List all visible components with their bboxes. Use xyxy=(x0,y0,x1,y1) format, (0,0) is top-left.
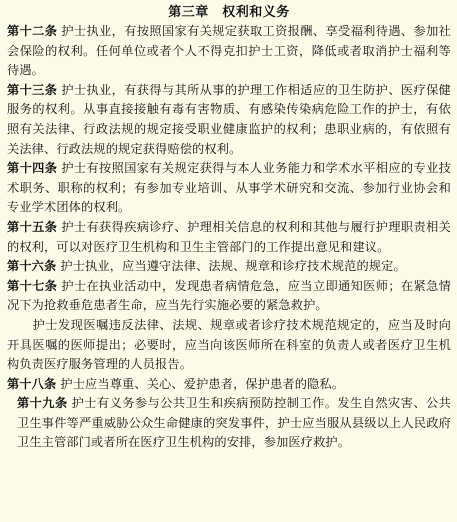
article-number: 第十八条 xyxy=(7,376,57,391)
article-number: 第十七条 xyxy=(7,278,58,293)
article-18 xyxy=(7,375,451,395)
article-12 xyxy=(7,22,451,81)
article-number: 第十二条 xyxy=(7,24,58,38)
article-15 xyxy=(7,218,451,257)
article-17 xyxy=(7,277,451,316)
article-number: 第十九条 xyxy=(17,396,68,411)
article-16 xyxy=(7,257,451,277)
article-text: 护士执业，应当遵守法律、法规、规章和诊疗技术规范的规定。 xyxy=(60,259,406,274)
chapter-title: 第三章 权利和义务 xyxy=(168,5,290,20)
article-text: 护士执业，有获得与其所从事的护理工作相适应的卫生防护、医疗保健服务的权利。从事直接接触有毒有害物质、有感染传染病危险工作的护士，有依照有关法律、行政法规的规定接受职业健康监护的权利；患职业病的，有依照有关法律、行政法规的规定获得赔偿的权利。 xyxy=(7,82,451,156)
article-text: 护士有按照国家有关规定获得与本人业务能力和学术水平相应的专业技术职务、职称的权利；有参加专业培训、从事学术研究和交流、参加行业协会和专业学术团体的权利。 xyxy=(7,161,451,215)
article-19 xyxy=(7,394,451,453)
article-text: 护士应当尊重、关心、爱护患者，保护患者的隐私。 xyxy=(60,376,345,391)
article-number: 第十四条 xyxy=(7,161,58,176)
article-14 xyxy=(7,159,451,218)
article-13 xyxy=(7,81,451,159)
article-17-continuation xyxy=(7,316,451,375)
article-number: 第十五条 xyxy=(7,219,58,234)
article-number: 第十三条 xyxy=(7,82,58,97)
article-text: 护士在执业活动中，发现患者病情危急，应当立即通知医师；在紧急情况下为抢救垂危患者生命，应当先行实施必要的紧急救护。 xyxy=(7,278,451,313)
article-text: 护士有义务参与公共卫生和疾病预防控制工作。发生自然灾害、公共卫生事件等严重威胁公众生命健康的突发事件，护士应当服从县级以上人民政府卫生主管部门或者所在医疗卫生机构的安排，参加医疗救护。 xyxy=(17,396,451,450)
article-number: 第十六条 xyxy=(7,259,57,274)
article-text: 护士发现医嘱违反法律、法规、规章或者诊疗技术规范规定的，应当及时向开具医嘱的医师提出；必要时，应当向该医师所在科室的负责人或者医疗卫生机构负责医疗服务管理的人员报告。 xyxy=(7,317,451,372)
article-text: 护士有获得疾病诊疗、护理相关信息的权利和其他与履行护理职责相关的权利，可以对医疗卫生机构和卫生主管部门的工作提出意见和建议。 xyxy=(7,219,451,254)
article-text: 护士执业，有按照国家有关规定获取工资报酬、享受福利待遇、参加社会保险的权利。任何单位或者个人不得克扣护士工资，降低或者取消护士福利等待遇。 xyxy=(7,24,451,78)
